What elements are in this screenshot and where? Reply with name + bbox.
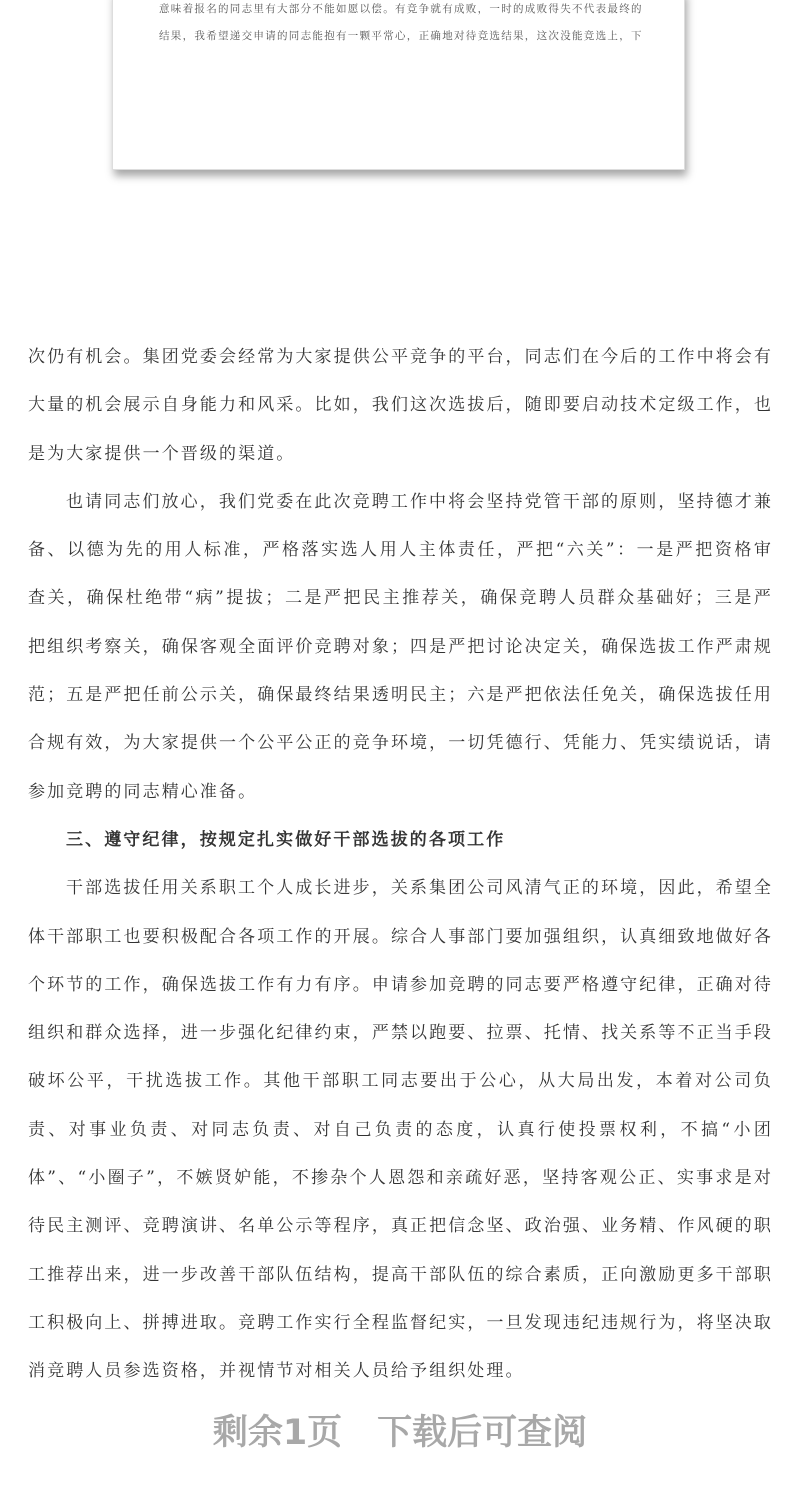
document-page-preview: [112, 0, 685, 170]
paragraph: 次仍有机会。集团党委会经常为大家提供公平竞争的平台，同志们在今后的工作中将会有大量的机会展示自身能力和风采。比如，我们这次选拔后，随即要启动技术定级工作，也是为大家提供一个晋级的渠道。: [28, 347, 773, 464]
paragraph: 也请同志们放心，我们党委在此次竞聘工作中将会坚持党管干部的原则，坚持德才兼备、以德为先的用人标准，严格落实选人用人主体责任，严把“六关”：一是严把资格审查关，确保杜绝带“病”提拔；二是严把民主推荐关，确保竞聘人员群众基础好；三是严把组织考察关，确保客观全面评价竞聘对象；四是严把讨论决定关，确保选拔工作严肃规范；五是严把任前公示关，确保最终结果透明民主；六是严把依法任免关，确保选拔任用合规有效，为大家提供一个公平公正的竞争环境，一切凭德行、凭能力、凭实绩说话，请参加竞聘的同志精心准备。: [28, 491, 773, 802]
document-body: [28, 333, 773, 1396]
section-heading: 三、遵守纪律，按规定扎实做好干部选拔的各项工作: [66, 829, 506, 850]
preview-line: 意味着报名的同志里有大部分不能如愿以偿。有竞争就有成败，一时的成败得失不代表最终的: [159, 3, 643, 15]
download-prompt[interactable]: 剩余1页 下载后可查阅: [212, 1413, 588, 1453]
preview-line: 结果，我希望递交申请的同志能抱有一颗平常心，正确地对待竞选结果，这次没能竞选上，下: [159, 30, 643, 42]
paragraph: 干部选拔任用关系职工个人成长进步，关系集团公司风清气正的环境，因此，希望全体干部职工也要积极配合各项工作的开展。综合人事部门要加强组织，认真细致地做好各个环节的工作，确保选拔工作有力有序。申请参加竞聘的同志要严格遵守纪律，正确对待组织和群众选择，进一步强化纪律约束，严禁以跑要、拉票、托情、找关系等不正当手段破坏公平，干扰选拔工作。其他干部职工同志要出于公心，从大局出发，本着对公司负责、对事业负责、对同志负责、对自己负责的态度，认真行使投票权利，不搞“小团体”、“小圈子”，不嫉贤妒能，不掺杂个人恩怨和亲疏好恶，坚持客观公正、实事求是对待民主测评、竞聘演讲、名单公示等程序，真正把信念坚、政治强、业务精、作风硬的职工推荐出来，进一步改善干部队伍结构，提高干部队伍的综合素质，正向激励更多干部职工积极向上、拼搏进取。竞聘工作实行全程监督纪实，一旦发现违纪违规行为，将坚决取消竞聘人员参选资格，并视情节对相关人员给予组织处理。: [28, 878, 773, 1382]
